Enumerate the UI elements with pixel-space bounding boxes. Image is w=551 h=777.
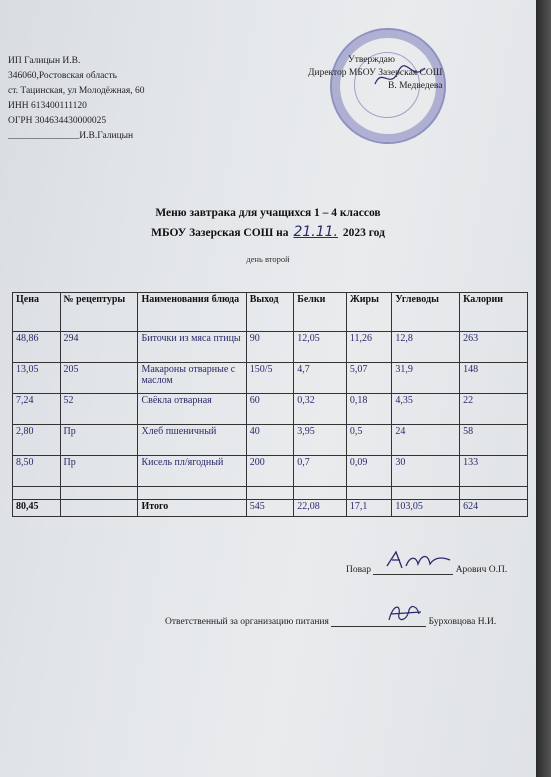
empty-row <box>13 487 528 500</box>
supplier-region: 346060,Ростовская область <box>8 71 117 81</box>
col-carbs: Углеводы <box>392 293 460 332</box>
table-header-row <box>13 293 528 332</box>
table-row <box>13 332 528 363</box>
cell: Хлеб пшеничный <box>138 425 246 456</box>
cell <box>60 500 138 517</box>
cell: 7,24 <box>13 394 61 425</box>
school-name: МБОУ Зазерская СОШ на <box>151 227 289 239</box>
menu-date: 21.11. <box>293 224 338 240</box>
year: 2023 год <box>342 227 385 239</box>
responsible-signature-line <box>165 614 496 627</box>
cell: 0,09 <box>346 456 392 487</box>
total-protein: 22,08 <box>294 500 347 517</box>
cell: Макароны отварные с маслом <box>138 363 246 394</box>
cell: 40 <box>246 425 294 456</box>
cell: 200 <box>246 456 294 487</box>
table-row <box>13 456 528 487</box>
total-calories: 624 <box>460 500 528 517</box>
cell: 133 <box>460 456 528 487</box>
supplier-block <box>8 54 145 144</box>
approval-label: Утверждаю <box>348 55 395 65</box>
cell: Кисель пл/ягодный <box>138 456 246 487</box>
cell: 294 <box>60 332 138 363</box>
responsible-label: Ответственный за организацию питания <box>165 617 329 627</box>
cook-signature <box>384 548 454 574</box>
total-price: 80,45 <box>13 500 61 517</box>
director-signature <box>370 62 430 92</box>
menu-day: день второй <box>246 254 290 264</box>
table-row <box>13 363 528 394</box>
cell: Свёкла отварная <box>138 394 246 425</box>
supplier-name: ИП Галицын И.В. <box>8 56 81 66</box>
director-title: Директор МБОУ Зазерская СОШ <box>308 68 443 78</box>
col-price: Цена <box>13 293 61 332</box>
total-row <box>13 500 528 517</box>
table-row <box>13 425 528 456</box>
cell: Пр <box>60 456 138 487</box>
col-output: Выход <box>246 293 294 332</box>
cell: 30 <box>392 456 460 487</box>
cell: 48,86 <box>13 332 61 363</box>
responsible-signature <box>385 600 425 628</box>
cell: 24 <box>392 425 460 456</box>
menu-subtitle <box>0 224 536 240</box>
col-fat: Жиры <box>346 293 392 332</box>
cook-label: Повар <box>346 565 371 575</box>
scan-edge <box>536 0 551 777</box>
cell: 60 <box>246 394 294 425</box>
cell: 263 <box>460 332 528 363</box>
cell: 148 <box>460 363 528 394</box>
director-name: В. Медведева <box>388 81 443 91</box>
cell: Пр <box>60 425 138 456</box>
cell: 13,05 <box>13 363 61 394</box>
cell: 22 <box>460 394 528 425</box>
cell: 90 <box>246 332 294 363</box>
col-recipe: № рецептуры <box>60 293 138 332</box>
cell: 8,50 <box>13 456 61 487</box>
supplier-ogrn: ОГРН 304634430000025 <box>8 116 107 126</box>
total-output: 545 <box>246 500 294 517</box>
cook-name: Арович О.П. <box>455 565 508 575</box>
cell: 5,07 <box>346 363 392 394</box>
cell: 3,95 <box>294 425 347 456</box>
cell: 31,9 <box>392 363 460 394</box>
cell: 150/5 <box>246 363 294 394</box>
cell: 11,26 <box>346 332 392 363</box>
total-carbs: 103,05 <box>392 500 460 517</box>
col-calories: Калории <box>460 293 528 332</box>
supplier-address: ст. Тацинская, ул Молодёжная, 60 <box>8 86 145 96</box>
col-protein: Белки <box>294 293 347 332</box>
cell: 4,7 <box>294 363 347 394</box>
cell: 0,32 <box>294 394 347 425</box>
cell: 0,18 <box>346 394 392 425</box>
table-row <box>13 394 528 425</box>
cell: 0,5 <box>346 425 392 456</box>
total-fat: 17,1 <box>346 500 392 517</box>
cell: 12,8 <box>392 332 460 363</box>
menu-title: Меню завтрака для учащихся 1 – 4 классов <box>155 207 381 219</box>
total-label: Итого <box>138 500 246 517</box>
cell: 0,7 <box>294 456 347 487</box>
supplier-signature-line: _______________И.В.Галицын <box>8 131 134 141</box>
supplier-inn: ИНН 613400111120 <box>8 101 87 111</box>
menu-table <box>12 292 528 517</box>
cell: Биточки из мяса птицы <box>138 332 246 363</box>
cell: 4,35 <box>392 394 460 425</box>
cell: 12,05 <box>294 332 347 363</box>
responsible-name: Бурховцова Н.И. <box>428 617 497 627</box>
cell: 2,80 <box>13 425 61 456</box>
cell: 205 <box>60 363 138 394</box>
col-dish: Наименования блюда <box>138 293 246 332</box>
cell: 52 <box>60 394 138 425</box>
cell: 58 <box>460 425 528 456</box>
